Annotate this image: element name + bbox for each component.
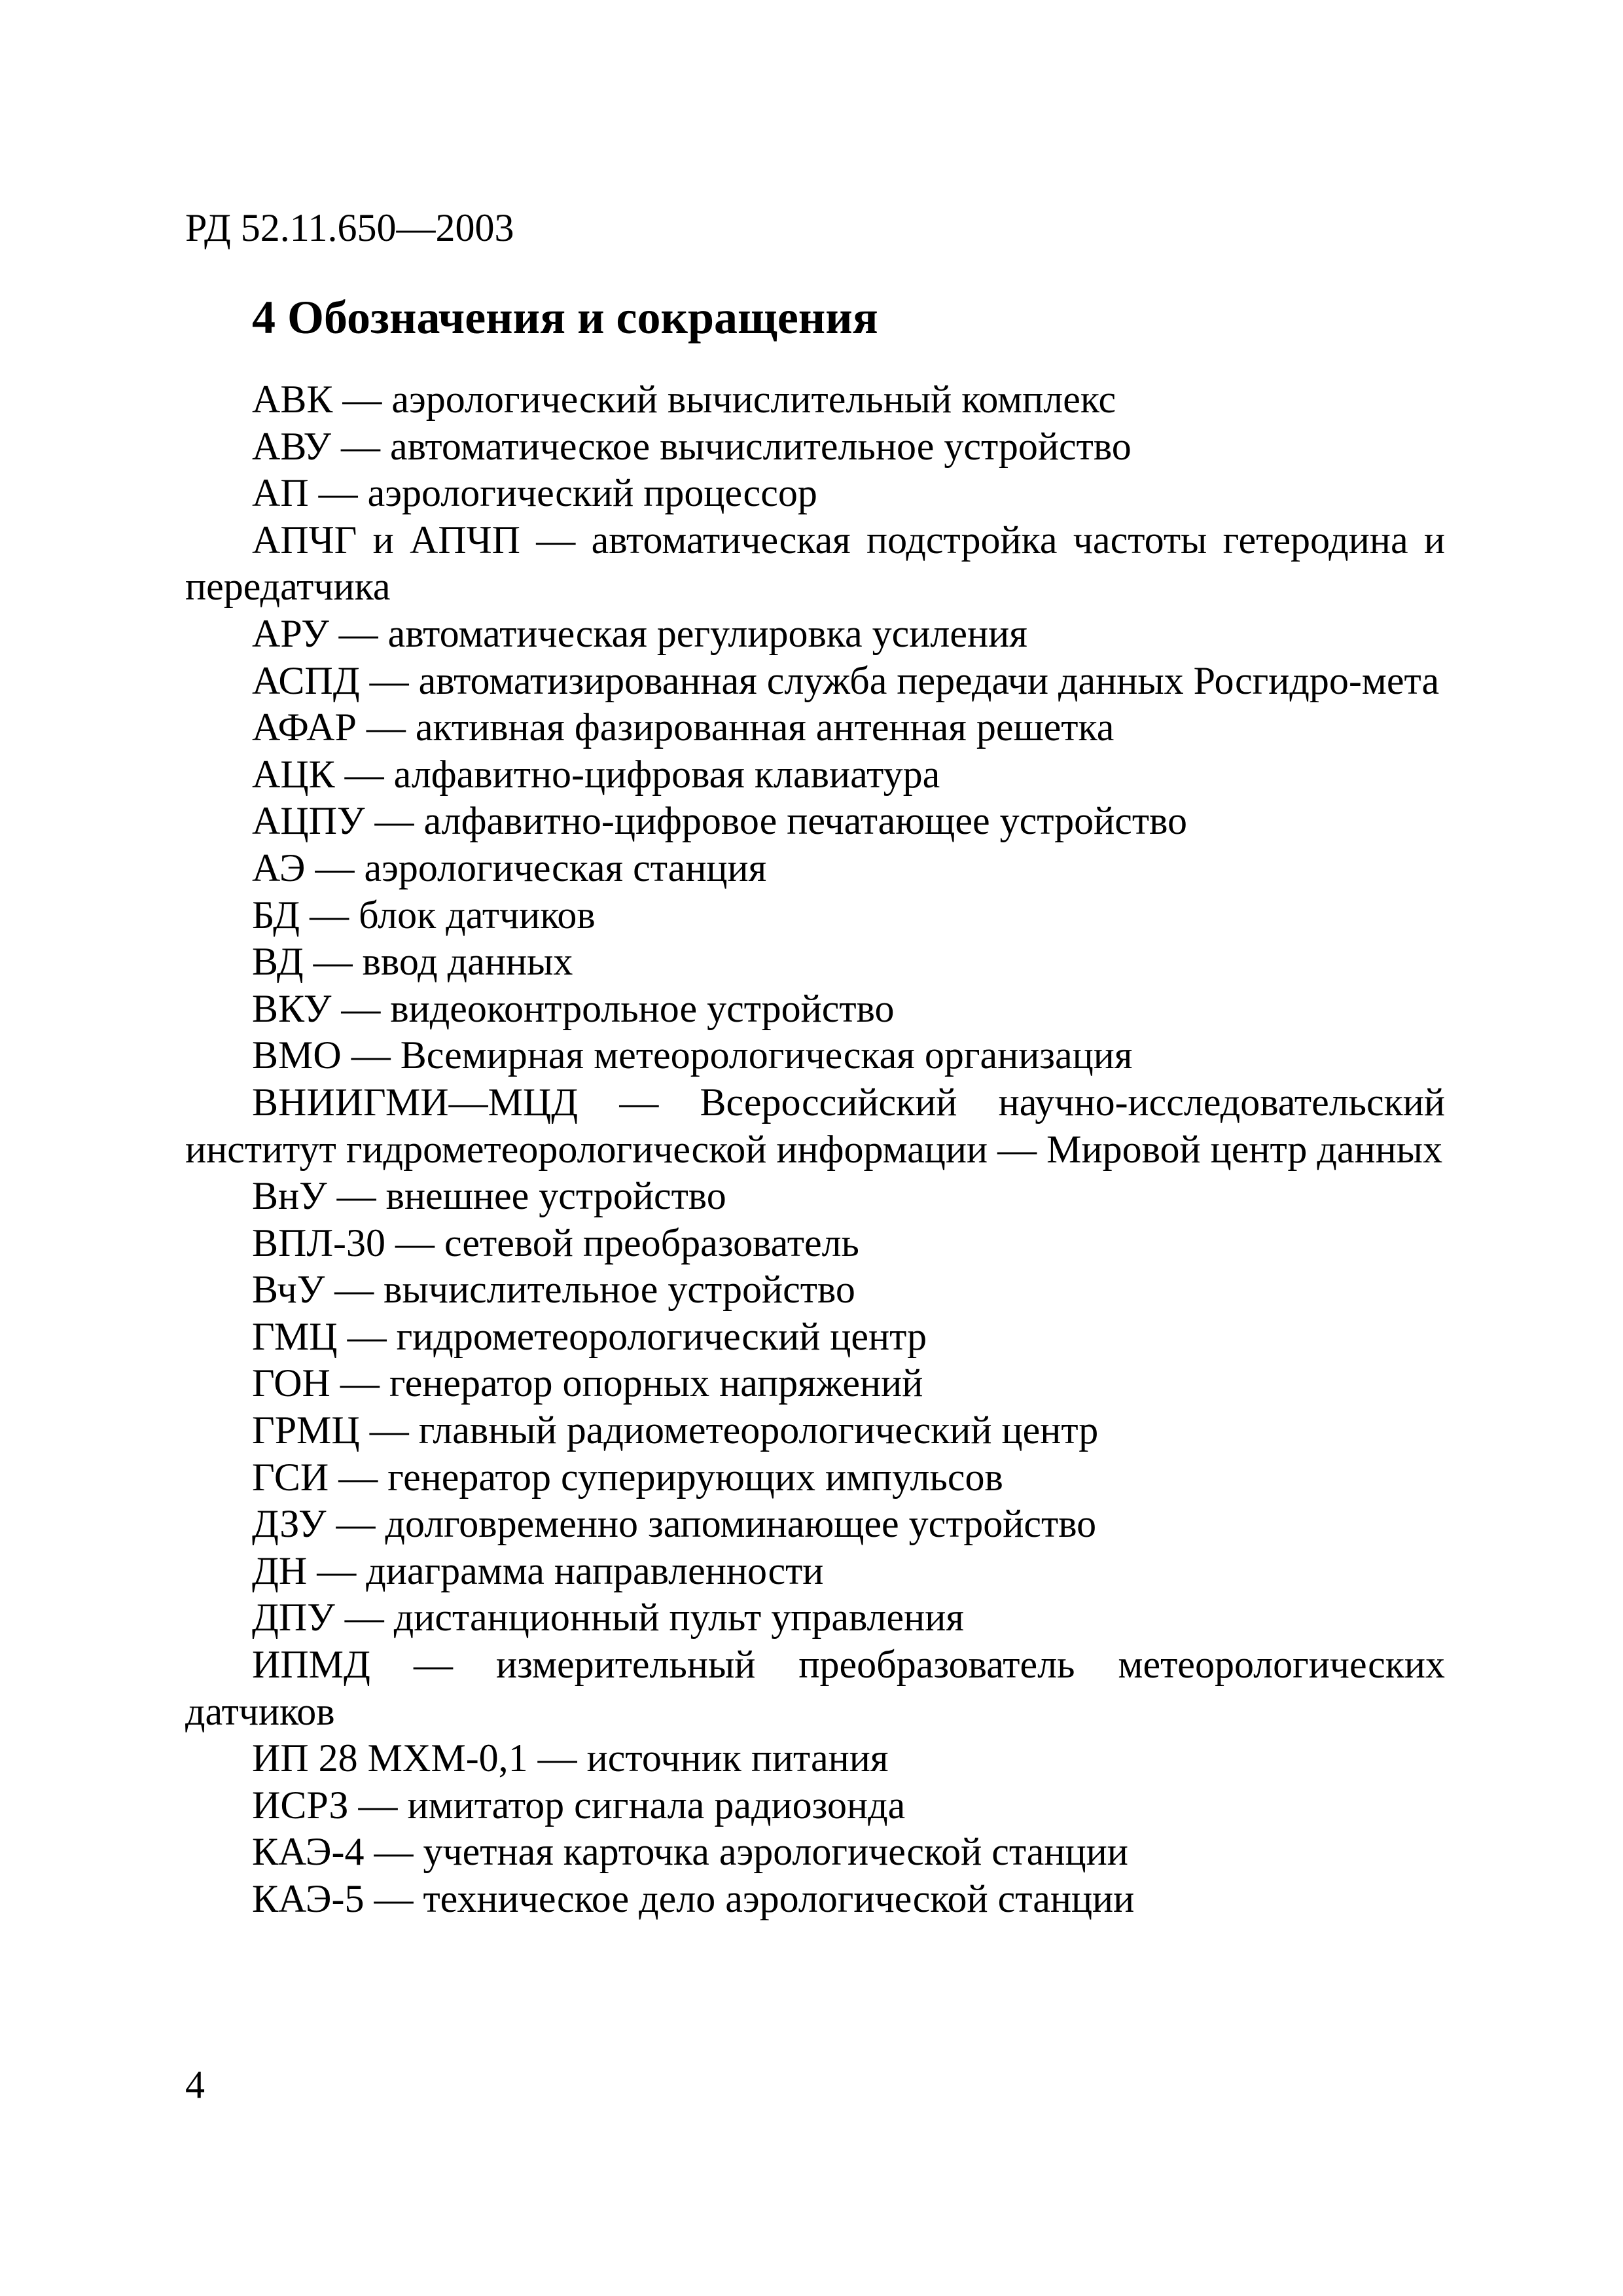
abbreviation-entry: ГОН — генератор опорных напряжений bbox=[252, 1361, 923, 1405]
abbreviation-entry: АВК — аэрологический вычислительный комплекс bbox=[252, 378, 1116, 421]
abbreviation-entry: ДН — диаграмма направленности bbox=[252, 1549, 824, 1592]
abbreviation-entry: ВМО — Всемирная метеорологическая организация bbox=[252, 1033, 1133, 1077]
abbreviation-entry: АПЧГ и АПЧП — автоматическая подстройка частоты гетеродина и передатчика bbox=[185, 518, 1445, 609]
abbreviation-entry: ВД — ввод данных bbox=[252, 940, 573, 984]
abbreviation-entry: АСПД — автоматизированная служба передачи данных Росгидро-мета bbox=[252, 658, 1440, 702]
abbreviation-entry: АП — аэрологический процессор bbox=[252, 471, 817, 515]
abbreviation-entry: АРУ — автоматическая регулировка усиления bbox=[252, 611, 1027, 655]
abbreviation-entry: ДЗУ — долговременно запоминающее устройство bbox=[252, 1502, 1097, 1546]
abbreviation-entry: ВнУ — внешнее устройство bbox=[252, 1174, 726, 1218]
abbreviation-entry: ИП 28 МХМ-0,1 — источник питания bbox=[252, 1736, 889, 1780]
abbreviation-entry: ИСРЗ — имитатор сигнала радиозонда bbox=[252, 1783, 906, 1827]
abbreviation-entry: АФАР — активная фазированная антенная решетка bbox=[252, 706, 1115, 749]
abbreviation-entry: ДПУ — дистанционный пульт управления bbox=[252, 1596, 964, 1640]
abbreviation-entry: БД — блок датчиков bbox=[252, 893, 596, 937]
document-code: РД 52.11.650—2003 bbox=[185, 206, 514, 249]
abbreviation-entry: КАЭ-5 — техническое дело аэрологической станции bbox=[252, 1877, 1135, 1920]
abbreviation-entry: ВПЛ-30 — сетевой преобразователь bbox=[252, 1221, 859, 1265]
abbreviation-entry: ИПМД — измерительный преобразователь метеорологических датчиков bbox=[185, 1643, 1445, 1733]
abbreviation-entry: АЦПУ — алфавитно-цифровое печатающее устройство bbox=[252, 799, 1188, 843]
abbreviation-entry: ГРМЦ — главный радиометеорологический центр bbox=[252, 1408, 1099, 1452]
abbreviation-entry: ГМЦ — гидрометеорологический центр bbox=[252, 1314, 927, 1358]
section-heading: 4 Обозначения и сокращения bbox=[252, 291, 878, 344]
abbreviation-entry: КАЭ-4 — учетная карточка аэрологической станции bbox=[252, 1830, 1128, 1874]
abbreviation-entry: АВУ — автоматическое вычислительное устройство bbox=[252, 424, 1132, 468]
abbreviation-entry: ВНИИГМИ—МЦД — Всероссийский научно-исследовательский институт гидрометеорологической информации — Мировой центр данных bbox=[185, 1080, 1445, 1171]
abbreviation-entry: АЦК — алфавитно-цифровая клавиатура bbox=[252, 752, 940, 796]
abbreviation-entry: АЭ — аэрологическая станция bbox=[252, 846, 767, 889]
abbreviation-entry: ВчУ — вычислительное устройство bbox=[252, 1268, 855, 1312]
abbreviation-list bbox=[185, 376, 1445, 1923]
abbreviation-entry: ГСИ — генератор суперирующих импульсов bbox=[252, 1455, 1003, 1499]
page-number: 4 bbox=[185, 2063, 205, 2106]
abbreviation-entry: ВКУ — видеоконтрольное устройство bbox=[252, 986, 895, 1030]
